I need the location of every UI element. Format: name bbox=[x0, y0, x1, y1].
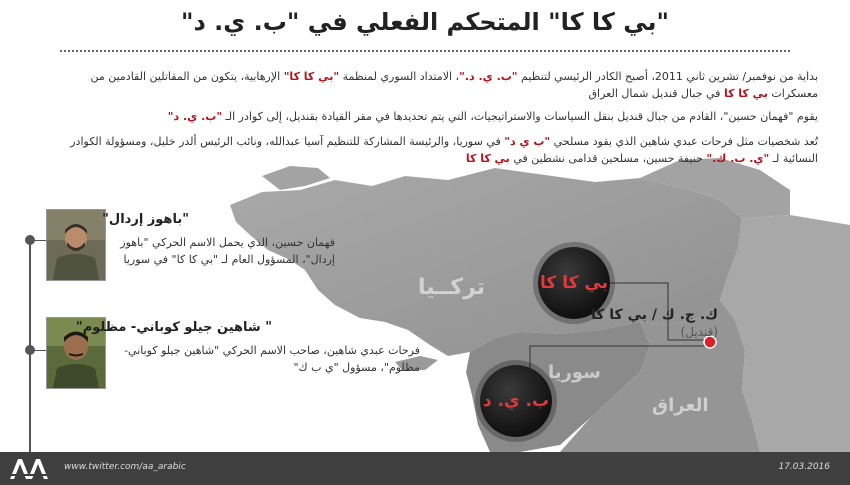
intro-paragraph-3: تُعد شخصيات مثل فرحات عبدي شاهين الذي يقود مسلحي "ب ي د" في سوريا، والرئيسة المشاركة للتنظيم آسيا عبدالله، ونائب الرئيس ألدر خليل، ومسؤولة الكوادر النسائية لـ "ي. ب. ك." حنيفة حسين، مسلحين قدامى نشطين في بي كا كا bbox=[70, 135, 818, 165]
page-title: "بي كا كا" المتحكم الفعلي في "ب. ي. د" bbox=[180, 8, 670, 36]
person-photo-1 bbox=[46, 209, 106, 281]
country-label-turkey: تركــيا bbox=[418, 275, 486, 300]
aa-logo-icon bbox=[8, 456, 52, 481]
intro-paragraph-2: يقوم "فهمان حسين"، القادم من جبال قنديل بنقل السياسات والاستراتيجيات، التي يتم تحديدها في مقر القيادة بقنديل، إلى كوادر الـ "ب. ي. د" bbox=[167, 110, 818, 123]
timeline-connector-2 bbox=[30, 350, 46, 351]
pkk-badge-label: بي كا كا bbox=[540, 273, 608, 293]
kandil-label bbox=[591, 307, 718, 339]
pyd-badge-label: ب. ي. د bbox=[482, 391, 550, 411]
intro-paragraph-1: بداية من نوفمبر/ تشرين ثاني 2011، أصبح الكادر الرئيسي لتنظيم "ب. ي. د."، الامتداد السوري لمنظمة "بي كا كا" الإرهابية، يتكون من المقاتلين القادمين من معسكرات بي كا كا في جبال قنديل شمال العراق bbox=[90, 70, 818, 100]
country-label-syria: سوريا bbox=[548, 362, 601, 383]
person-name-1: "باهوز إردال" bbox=[102, 212, 189, 227]
person-desc-2: فرحات عبدي شاهين، صاحب الاسم الحركي "شاهين جيلو كوباني- مظلوم"، مسؤول "ي ب ك" bbox=[124, 344, 420, 374]
country-label-iraq: العراق bbox=[652, 395, 709, 416]
footer-bar bbox=[0, 452, 850, 485]
person-desc-1: فهمان حسين، الذي يحمل الاسم الحركي "باهوز إردال"، المسؤول العام لـ "بي كا كا" في سوريا bbox=[120, 236, 335, 266]
kandil-name: ك. ج. ك / بي كا كا bbox=[591, 307, 718, 323]
kandil-location: (قنديل) bbox=[680, 325, 718, 339]
timeline-connector-1 bbox=[30, 240, 46, 241]
pyd-badge bbox=[480, 365, 552, 437]
footer-twitter-link[interactable]: www.twitter.com/aa_arabic bbox=[64, 462, 186, 472]
footer-date: 17.03.2016 bbox=[778, 462, 830, 472]
title-divider bbox=[60, 50, 790, 52]
person-name-2: " شاهين جيلو كوباني- مظلوم" bbox=[75, 320, 272, 335]
